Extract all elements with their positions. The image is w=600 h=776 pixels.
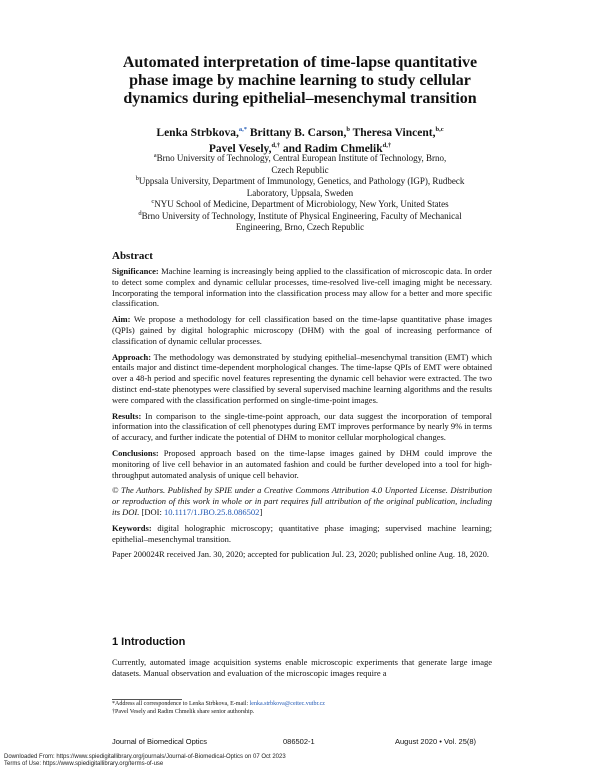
abstract-body [112,266,492,565]
download-source[interactable]: Downloaded From: https://www.spiedigitallibrary.org/journals/Journal-of-Biomedical-Optics on 07 Oct 2023 [4,754,286,760]
author-name: and Radim Chmelik [280,143,383,155]
footnote-correspondence: *Address all correspondence to Lenka Strbkova, E-mail: lenka.strbkova@ceitec.vutbr.cz [112,701,325,707]
author-affil-marker: d,† [271,142,281,150]
abstract-paragraph: Aim: We propose a methodology for cell classification based on the time-lapse quantitative phase images (QPIs) gained by digital holographic microscopy (DHM) with the goal of increasing performance of classification of dynamic cellular processes. [112,314,492,346]
introduction-text: Currently, automated image acquisition systems enable microscopic experiments that generate large image datasets. Manual observation and evaluation of the microscopic images require a [112,657,492,678]
section-heading-introduction: 1 Introduction [112,636,186,648]
footer-page-number: 086502-1 [283,737,315,746]
affiliation-line: Czech Republic [271,164,329,175]
author-name: Lenka Strbkova, [156,127,239,139]
abstract-paragraph: Approach: The methodology was demonstrated by studying epithelial–mesenchymal transition (EMT) which entails major and distinct time-dependent morphological changes. The time-lapse QPIs of EMT were obtained over a 48-h period and specific novel features representing the dynamic cell behavior were extracted. The two distinct end-state phenotypes were classified by several supervised machine learning algorithms and the results were compared with the classification performed on single-time-point images. [112,351,492,405]
affiliation-line: $^c$NYU School of Medicine, Department of Microbiology, New York, United States [151,198,449,209]
email-link[interactable]: lenka.strbkova@ceitec.vutbr.cz [249,701,325,707]
affiliation-line: Engineering, Brno, Czech Republic [235,222,365,232]
author-affil-marker: b,c [435,126,444,134]
paper-title [90,54,510,108]
author-affil-marker: b [346,126,350,134]
abstract-paragraph: Results: In comparison to the single-time-point approach, our data suggest the incorporation of temporal information into the classification of cell phenotypes during EMT improves performance by nearly 9% in terms of accuracy, and further indicate the potential of DHM to monitor cellular morphological changes. [112,410,492,443]
abstract-paragraph: Conclusions: Proposed approach based on the time-lapse images gained by DHM could improve the monitoring of live cell behavior in an automated fashion and could be further developed into a tool for high-throughput automated analysis of unique cell behavior. [112,447,492,480]
download-notice [4,754,286,768]
affiliation-line: Laboratory, Uppsala, Sweden [246,187,354,198]
abstract-paragraph: Significance: Machine learning is increasingly being applied to the classification of microscopic data. In order to detect some complex and dynamic cellular processes, time-resolved live-cell imaging might be necessary. Incorporating the temporal information into the classification process may allow for a better and more specific classification. [112,266,492,309]
author-name: Brittany B. Carson, [246,127,347,139]
author-name: Pavel Vesely, [208,143,272,155]
terms-of-use[interactable]: Terms of Use: https://www.spiedigitallibrary.org/terms-of-use [4,761,164,767]
abstract-heading: Abstract [112,250,153,262]
footnote-authorship: †Pavel Vesely and Radim Chmelik share senior authorship. [112,709,255,715]
author-name: Theresa Vincent, [349,127,436,139]
title-line: dynamics during epithelial–mesenchymal transition [123,90,477,107]
publication-history: Paper 200024R received Jan. 30, 2020; accepted for publication Jul. 23, 2020; published online Aug. 18, 2020. [112,549,490,560]
doi-link[interactable]: 10.1117/1.JBO.25.8.086502 [163,506,260,517]
title-line: phase image by machine learning to study cellular [129,72,471,89]
affiliations [110,153,490,234]
footer-journal: Journal of Biomedical Optics [112,737,208,746]
license-statement: © The Authors. Published by SPIE under a Creative Commons Attribution 4.0 Unported License. Distribution or reproduction of this work in whole or in part requires full attribution of the original publication, including its DOI. [DOI: 10.1117/1.JBO.25.8.086502] [112,485,492,517]
affiliation-line: $^b$Uppsala University, Department of Immunology, Genetics, and Pathology (IGP), Rudbeck [135,175,465,186]
bullet-icon: • [439,737,442,746]
author-affil-marker[interactable]: a,* [238,126,247,134]
author-affil-marker: d,† [382,142,392,150]
footer-issue: August 2020 • Vol. 25(8) [395,737,477,746]
title-line: Automated interpretation of time-lapse quantitative [122,54,478,71]
footnotes [112,700,492,716]
affiliation-line: $^a$Brno University of Technology, Central European Institute of Technology, Brno, [153,152,447,163]
affiliation-line: $^d$Brno University of Technology, Institute of Physical Engineering, Faculty of Mechanical [138,209,462,221]
keywords: Keywords: digital holographic microscopy; quantitative phase imaging; supervised machine learning; epithelial–mesenchymal transition. [112,522,492,544]
